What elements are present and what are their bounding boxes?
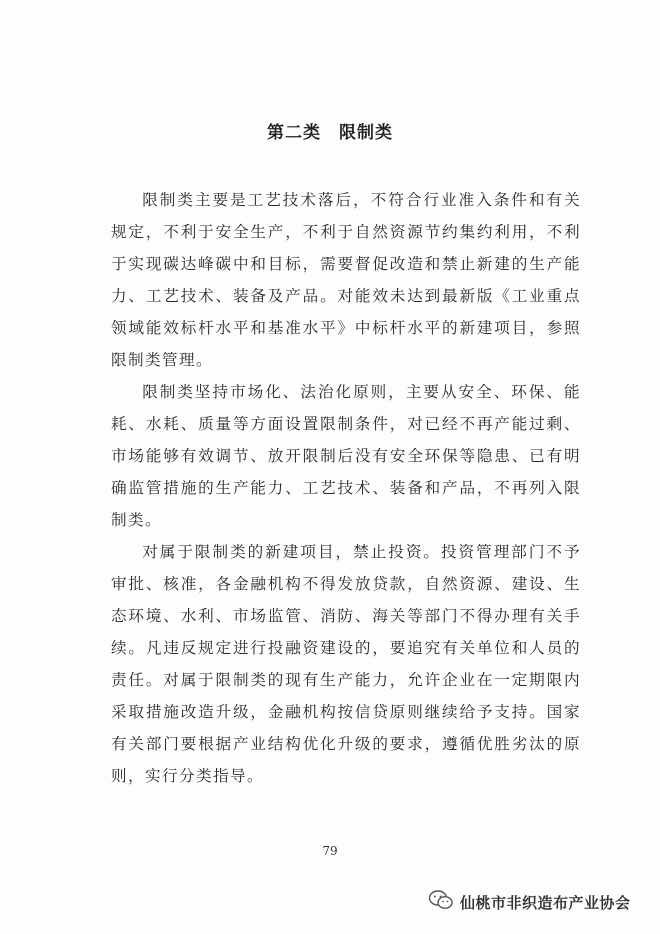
document-body	[111, 184, 581, 792]
paragraph-3: 对属于限制类的新建项目，禁止投资。投资管理部门不予审批、核准，各金融机构不得发放贷款，自然资源、建设、生态环境、水利、市场监管、消防、海关等部门不得办理有关手续。凡违反规定进行投融资建设的，要追究有关单位和人员的责任。对属于限制类的现有生产能力，允许企业在一定期限内采取措施改造升级，金融机构按信贷原则继续给予支持。国家有关部门要根据产业结构优化升级的要求，遵循优胜劣汰的原则，实行分类指导。	[111, 543, 581, 785]
wechat-icon	[428, 889, 454, 915]
paragraph-2: 限制类坚持市场化、法治化原则，主要从安全、环保、能耗、水耗、质量等方面设置限制条件，对已经不再产能过剩、市场能够有效调节、放开限制后没有安全环保等隐患、已有明确监管措施的生产能力、工艺技术、装备和产品，不再列入限制类。	[111, 383, 581, 529]
watermark-text: 仙桃市非织造布产业协会	[460, 893, 631, 912]
page-number: 79	[322, 844, 338, 858]
section-heading: 第二类 限制类	[267, 123, 393, 143]
wechat-watermark	[428, 888, 631, 916]
paragraph-1: 限制类主要是工艺技术落后，不符合行业准入条件和有关规定，不利于安全生产，不利于自然资源节约集约利用，不利于实现碳达峰碳中和目标，需要督促改造和禁止新建的生产能力、工艺技术、装备及产品。对能效未达到最新版《工业重点领域能效标杆水平和基准水平》中标杆水平的新建项目，参照限制类管理。	[111, 191, 581, 369]
